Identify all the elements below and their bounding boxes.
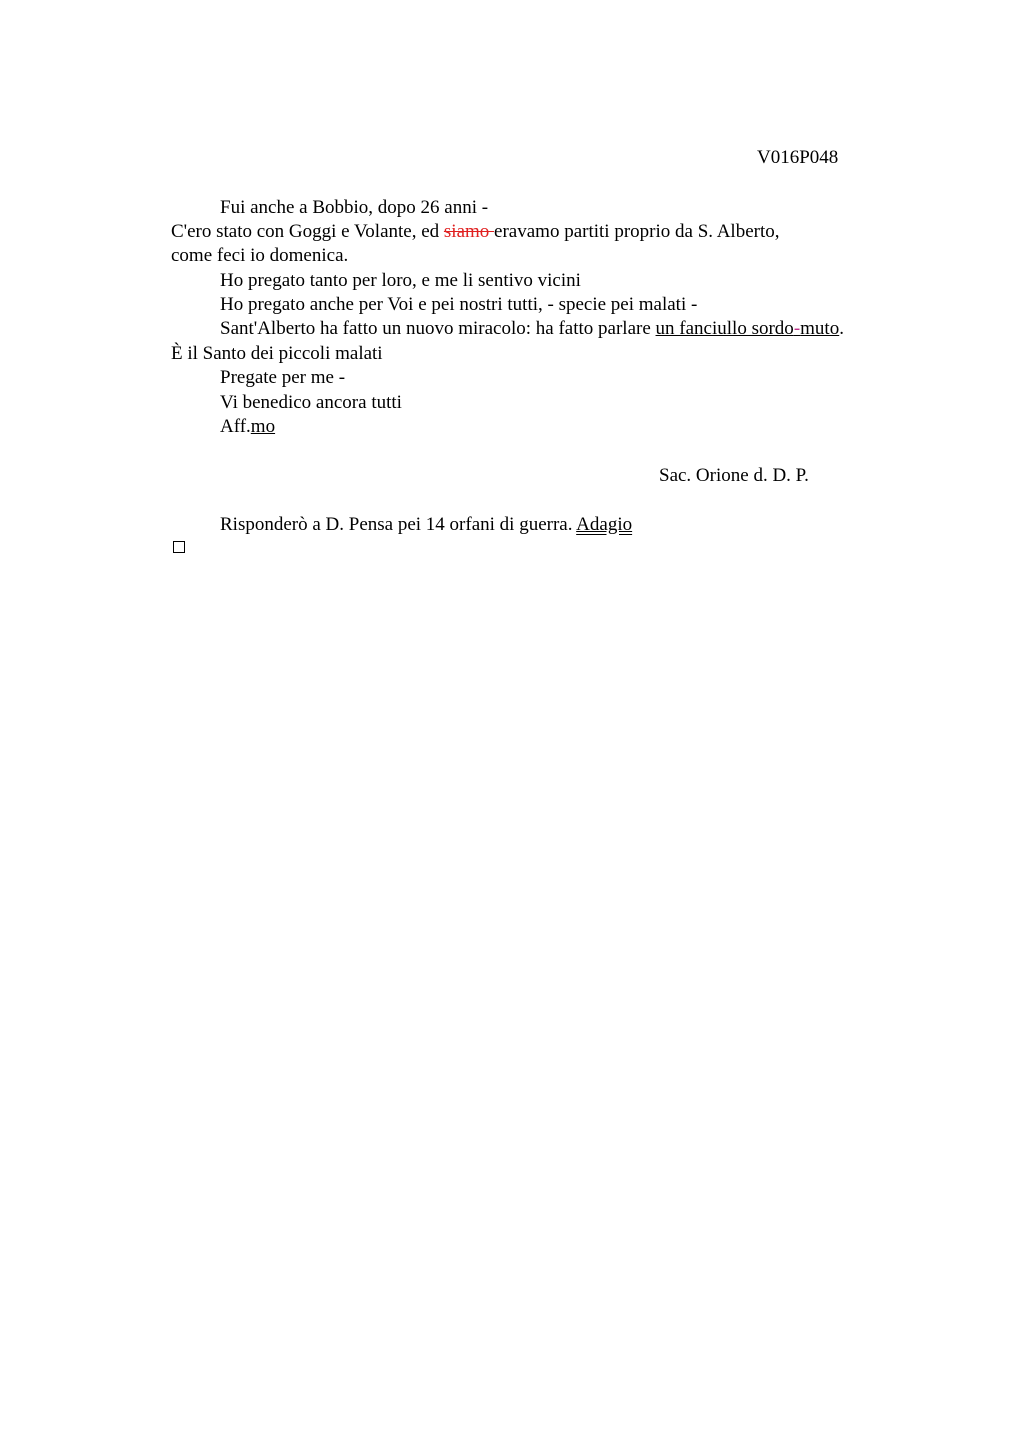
underlined-phrase (656, 318, 840, 339)
text-line-2-part-b: eravamo partiti proprio da S. Alberto, (494, 221, 780, 242)
underlined-phrase-b: muto (800, 318, 840, 339)
text-line-6-end: . (839, 318, 844, 339)
document-reference-code: V016P048 (757, 147, 839, 168)
text-line-5: Ho pregato anche per Voi e pei nostri tutti, - specie pei malati - (220, 294, 698, 315)
text-line-8: Pregate per me - (220, 367, 346, 388)
postscript (220, 513, 632, 537)
text-line-6 (220, 317, 844, 341)
signature: Sac. Orione d. D. P. (659, 465, 809, 486)
text-line-7: È il Santo dei piccoli malati (171, 343, 383, 364)
postscript-text: Risponderò a D. Pensa pei 14 orfani di guerra. (220, 514, 577, 535)
text-line-4: Ho pregato tanto per loro, e me li sentivo vicini (220, 270, 581, 291)
closing-abbrev: Aff. (220, 416, 251, 437)
text-line-1: Fui anche a Bobbio, dopo 26 anni - (220, 197, 489, 218)
underlined-phrase-a: un fanciullo sordo (655, 318, 794, 339)
struck-word: siamo (443, 221, 495, 242)
text-line-3: come feci io domenica. (171, 245, 349, 266)
text-line-10 (220, 415, 275, 439)
closing-abbrev-suffix: mo (250, 416, 276, 437)
text-line-9: Vi benedico ancora tutti (220, 392, 402, 413)
inserted-hyphen: - (793, 318, 801, 339)
text-line-2 (171, 220, 780, 244)
text-line-6-part-a: Sant'Alberto ha fatto un nuovo miracolo: ha fatto parlare (220, 318, 656, 339)
checkbox-square-icon (173, 541, 185, 553)
postscript-underlined-word: Adagio (576, 514, 633, 535)
text-line-2-part-a: C'ero stato con Goggi e Volante, ed (171, 221, 444, 242)
